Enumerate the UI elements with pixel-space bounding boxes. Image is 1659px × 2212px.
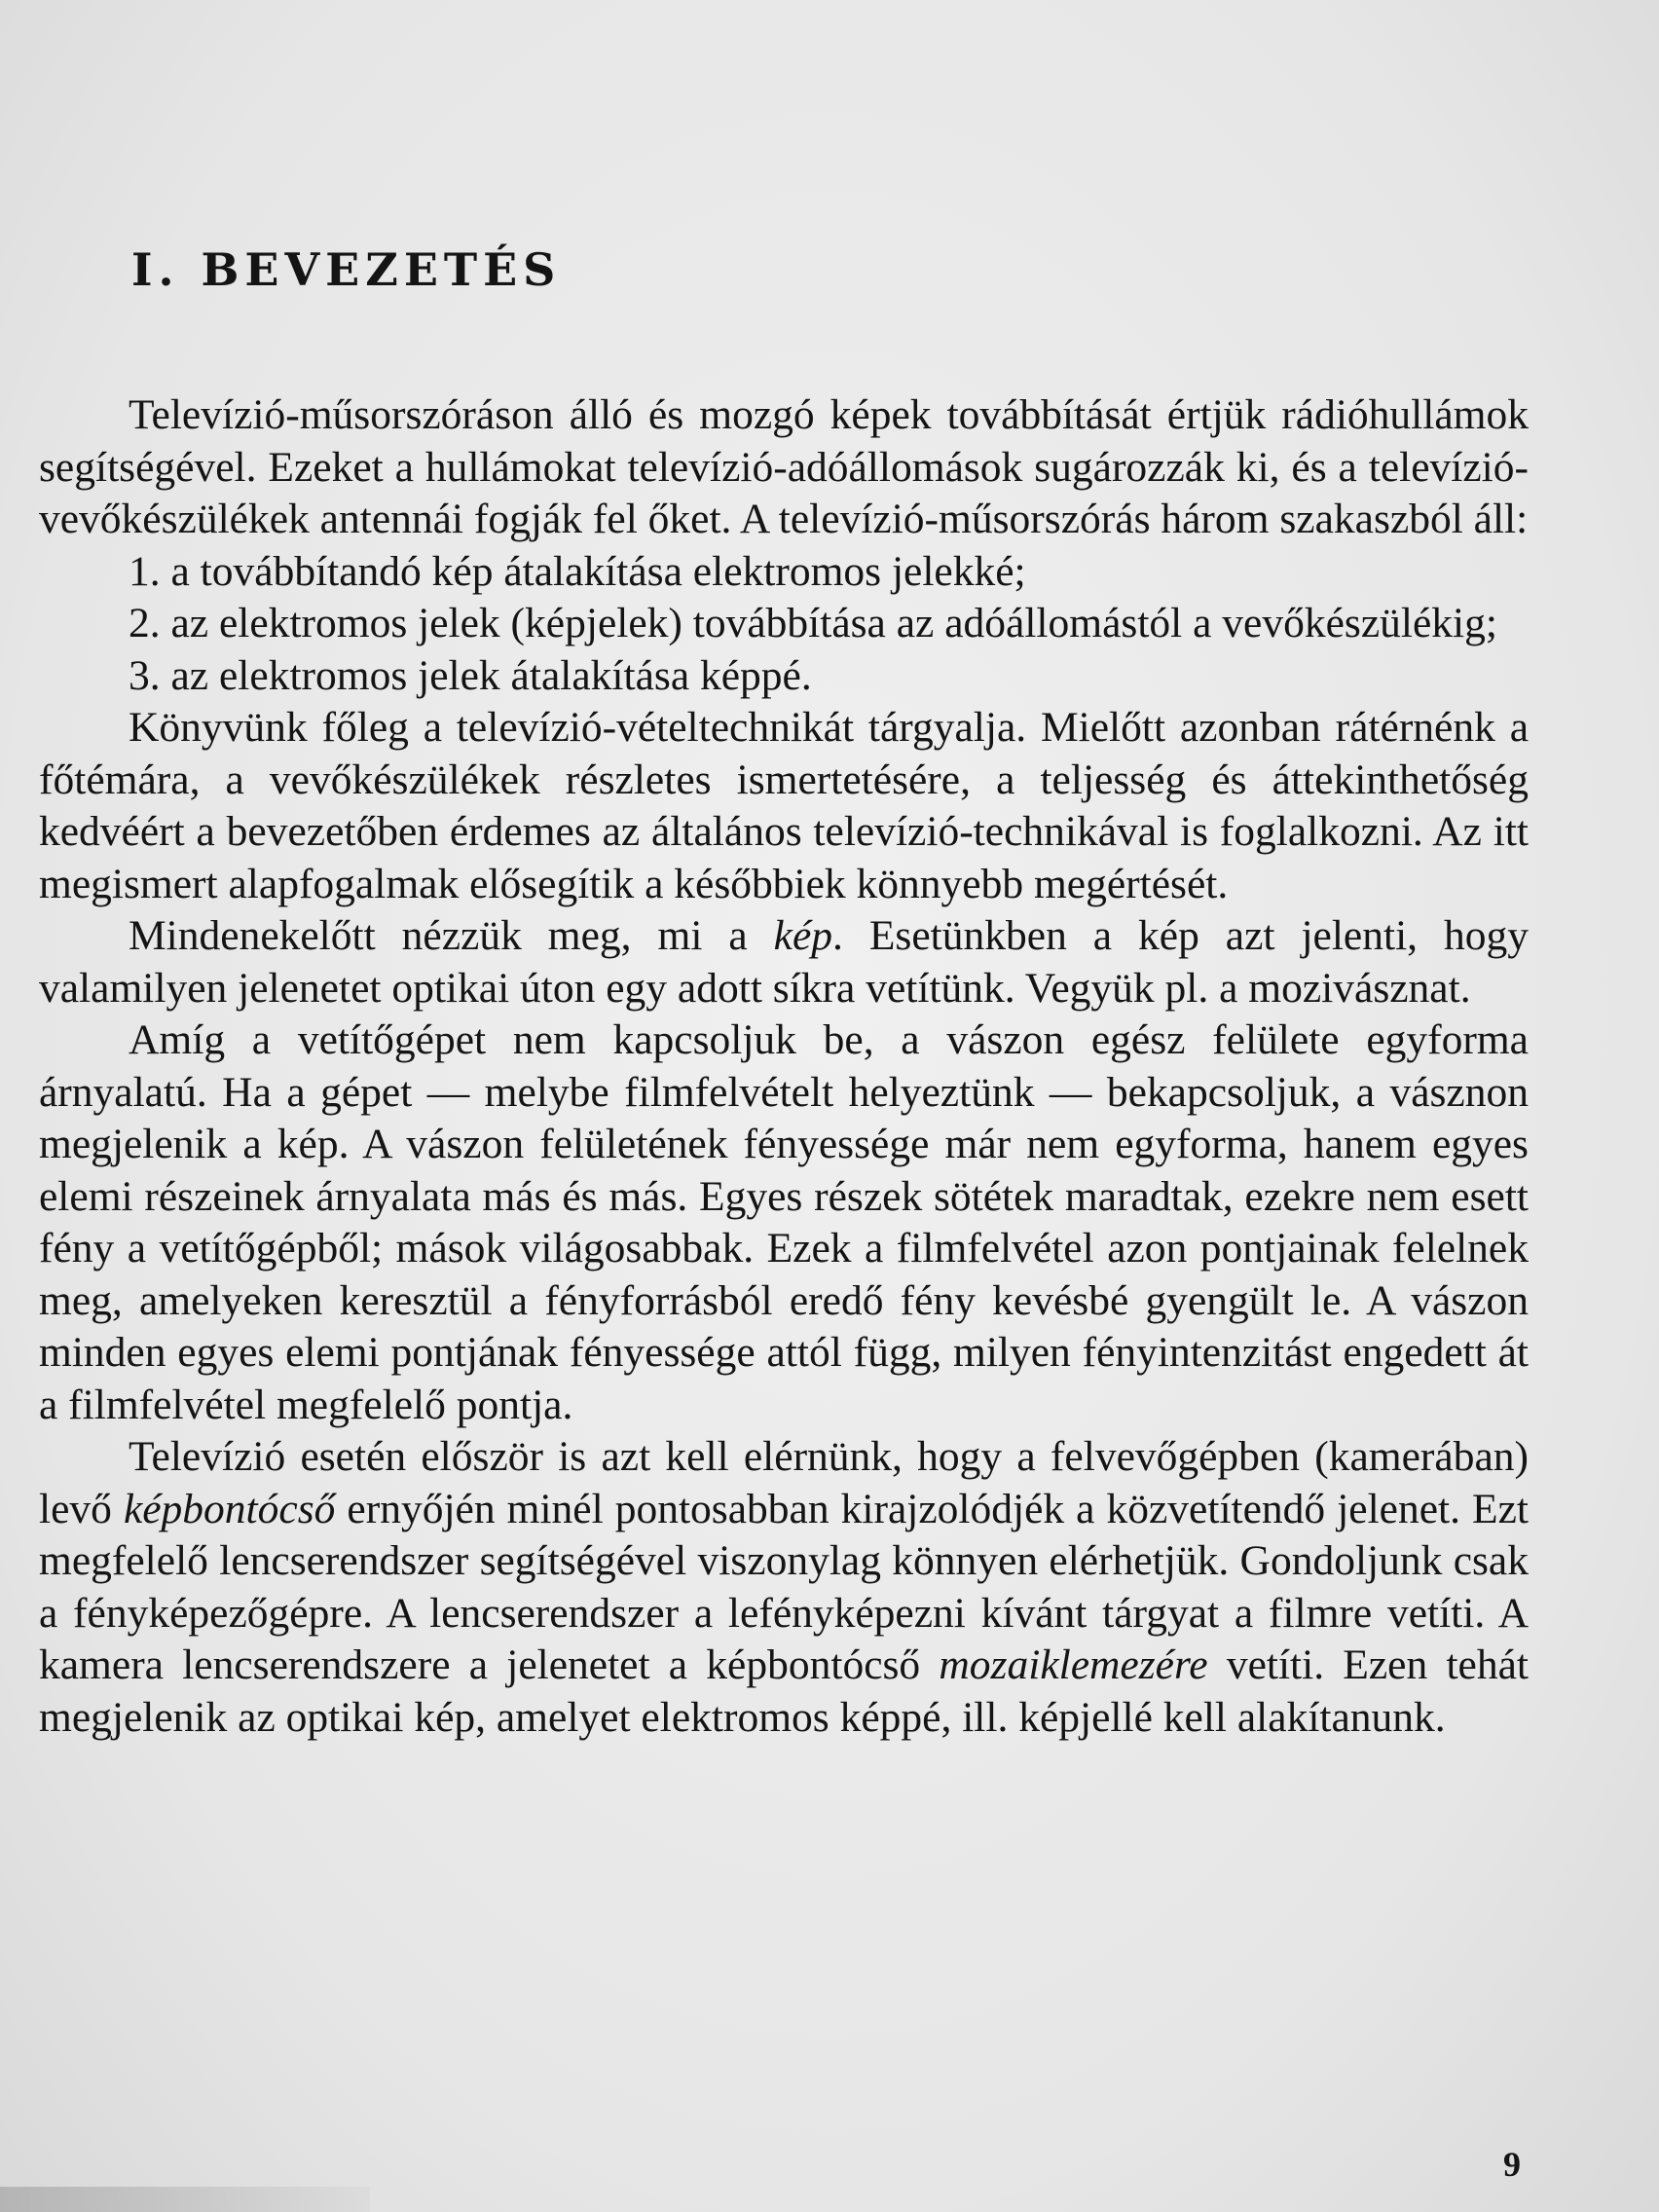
text-run: . Esetünkben a kép azt jelenti, hogy valamilyen jelenetet optikai úton egy adott síkra vetítünk. Vegyük pl. a mozivásznat. (39, 912, 1529, 1012)
text-run: Televízió esetén először is azt kell elérnünk, hogy a felvevőgépben (kamerában) levő (39, 1433, 1529, 1532)
italic-term: kép (773, 912, 833, 959)
paragraph (39, 1431, 1529, 1744)
text-run: Mindenekelőtt nézzük meg, mi a (129, 912, 774, 959)
italic-term: képbontócső (123, 1485, 336, 1532)
text-run: 2. az elektromos jelek (képjelek) továbbítása az adóállomástól a vevőkészülékig; (129, 600, 1497, 646)
text-run: Amíg a vetítőgépet nem kapcsoljuk be, a vászon egész felülete egyforma árnyalatú. Ha a gépet — melybe filmfelvételt helyeztünk — bekapcsoljuk, a vásznon megjelenik a kép. A vászon felületének fényessége már nem egyforma, hanem egyes elemi részeinek árnyalata más és más. Egyes részek sötétek maradtak, ezekre nem esett fény a vetítőgépből; mások világosabbak. Ezek a filmfelvétel azon pontjainak felelnek meg, amelyeken keresztül a fényforrásból eredő fény kevésbé gyengült le. A vászon minden egyes elemi pontjának fényessége attól függ, milyen fényintenzitást engedett át a filmfelvétel megfelelő pontja. (39, 1016, 1529, 1428)
paragraph (39, 1014, 1529, 1431)
text-run: Könyvünk főleg a televízió-vételtechnikát tárgyalja. Mielőtt azonban rátérnénk a főtémára, a vevőkészülékek részletes ismertetésére, a teljesség és áttekinthetőség kedvéért a bevezetőben érdemes az általános televízió-technikával is foglalkozni. Az itt megismert alapfogalmak elősegítik a későbbiek könnyebb megértését. (39, 704, 1529, 907)
italic-term: mozaiklemezére (939, 1641, 1208, 1688)
paragraph (39, 389, 1529, 546)
list-item (39, 598, 1529, 650)
chapter-title: I. BEVEZETÉS (131, 243, 562, 296)
page-number: 9 (1503, 2145, 1521, 2184)
text-run: 1. a továbbítandó kép átalakítása elektromos jelekké; (129, 547, 1026, 595)
list-item (39, 546, 1529, 599)
list-item (39, 650, 1529, 703)
text-run: 3. az elektromos jelek átalakítása képpé. (129, 651, 812, 699)
footer-watermark-strip (0, 2187, 370, 2212)
text-run: vetíti. Ezen tehát megjelenik az optikai kép, amelyet elektromos képpé, ill. képjellé kell alakítanunk. (39, 1641, 1529, 1741)
body-text (39, 389, 1529, 1744)
paragraph (39, 702, 1529, 910)
text-run: Televízió-műsorszóráson álló és mozgó képek továbbítását értjük rádióhullámok segítségével. Ezeket a hullámokat televízió-adóállomások sugározzák ki, és a televízió-vevőkészülékek antennái fogják fel őket. A televízió-műsorszórás három szakaszból áll: (39, 391, 1529, 542)
paragraph (39, 910, 1529, 1014)
text-run: ernyőjén minél pontosabban kirajzolódjék a közvetítendő jelenet. Ezt megfelelő lencserendszer segítségével viszonylag könnyen elérhetjük. Gondoljunk csak a fényképezőgépre. A lencserendszer a lefényképezni kívánt tárgyat a filmre vetíti. A kamera lencserendszere a jelenetet a képbontócső (39, 1485, 1529, 1688)
